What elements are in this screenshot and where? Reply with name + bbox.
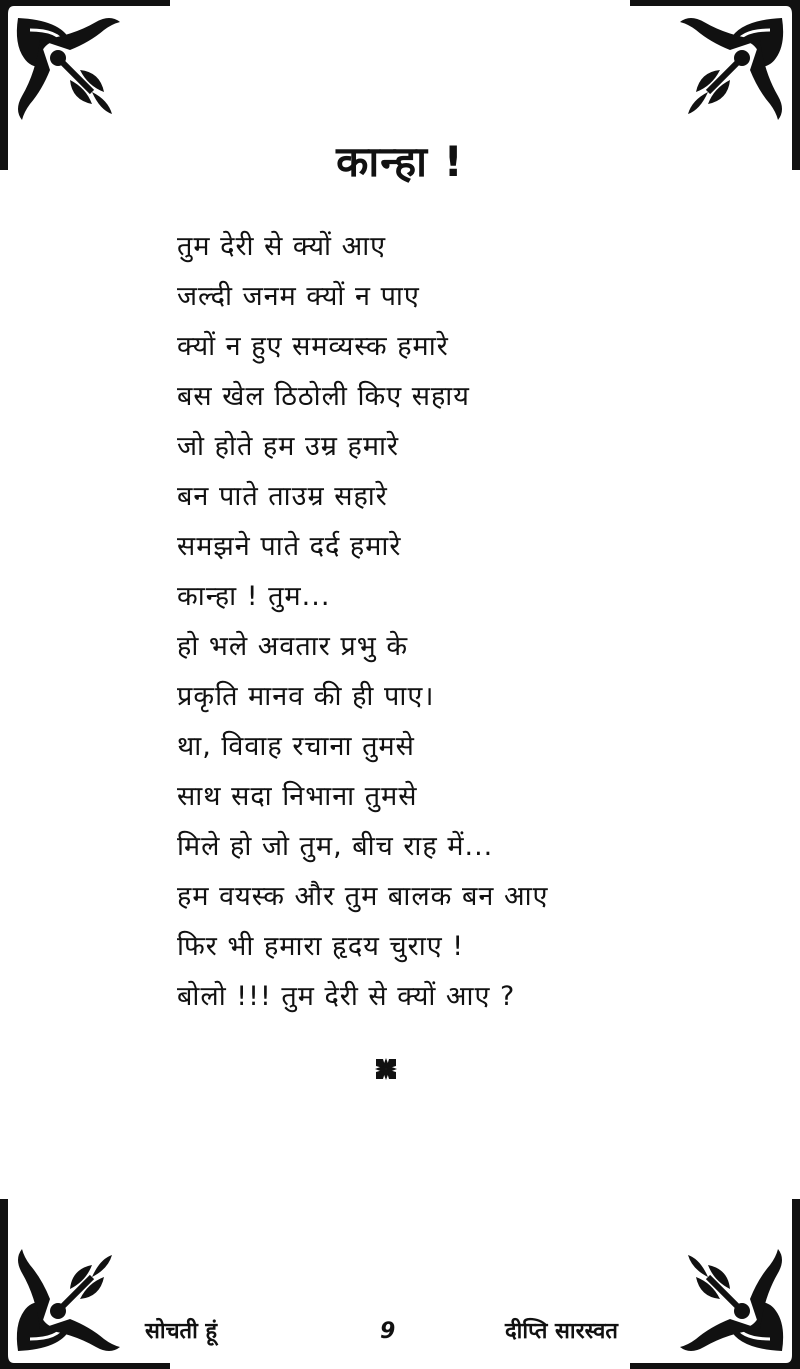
poem-line: हो भले अवतार प्रभु के	[177, 631, 409, 662]
poem-line: समझने पाते दर्द हमारे	[177, 531, 402, 562]
poem-line: बोलो !!! तुम देरी से क्यों आए ?	[177, 981, 516, 1012]
poem-line: था, विवाह रचाना तुमसे	[177, 731, 415, 762]
poem-line: जो होते हम उम्र हमारे	[177, 431, 400, 462]
footer-author: दीप्ति सारस्वत	[505, 1319, 618, 1344]
poem-line: हम वयस्क और तुम बालक बन आए	[177, 881, 549, 912]
maltese-cross-icon	[373, 1056, 399, 1082]
poem-line: बन पाते ताउम्र सहारे	[177, 481, 388, 512]
corner-ornament-bottom-right-icon	[630, 1199, 800, 1369]
poem-line: प्रकृति मानव की ही पाए।	[177, 681, 435, 712]
poem-line: कान्हा ! तुम...	[177, 581, 331, 612]
poem-line: फिर भी हमारा हृदय चुराए !	[177, 931, 465, 962]
poem-line: क्यों न हुए समव्यस्क हमारे	[177, 331, 449, 362]
poem-line: साथ सदा निभाना तुमसे	[177, 781, 418, 812]
poem-line: जल्दी जनम क्यों न पाए	[177, 281, 420, 312]
poem-line: मिले हो जो तुम, बीच राह में...	[177, 831, 494, 862]
poem-title: कान्हा !	[336, 137, 464, 186]
poem-line: तुम देरी से क्यों आए	[177, 231, 387, 262]
footer-book-title: सोचती हूं	[145, 1319, 218, 1344]
poem-body	[177, 222, 697, 1022]
footer-page-number: 9	[380, 1319, 396, 1344]
poem-line: बस खेल ठिठोली किए सहाय	[177, 381, 470, 412]
